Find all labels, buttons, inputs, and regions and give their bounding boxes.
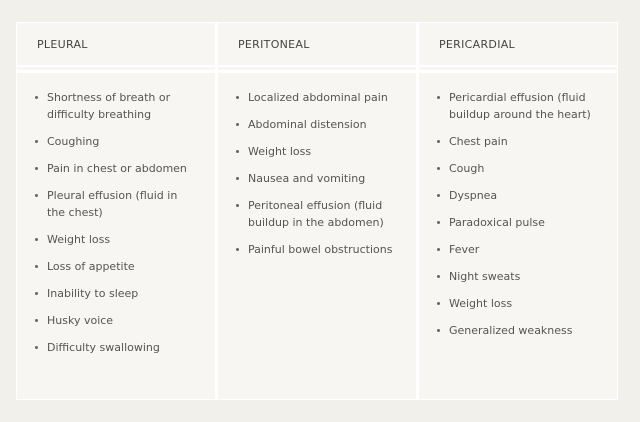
list-item: Inability to sleep bbox=[47, 285, 197, 302]
list-item: Abdominal distension bbox=[248, 116, 398, 133]
list-item: Peritoneal effusion (fluid buildup in the abdomen) bbox=[248, 197, 398, 231]
column-pericardial bbox=[416, 23, 617, 399]
list-item: Dyspnea bbox=[449, 187, 599, 204]
list-item: Weight loss bbox=[47, 231, 197, 248]
list-item: Chest pain bbox=[449, 133, 599, 150]
column-header-peritoneal: PERITONEAL bbox=[218, 23, 416, 67]
list-item: Weight loss bbox=[449, 295, 599, 312]
symptoms-table bbox=[16, 22, 618, 400]
list-item: Pleural effusion (fluid in the chest) bbox=[47, 187, 197, 221]
column-peritoneal bbox=[215, 23, 416, 399]
list-item: Difficulty swallowing bbox=[47, 339, 197, 356]
list-item: Fever bbox=[449, 241, 599, 258]
list-item: Weight loss bbox=[248, 143, 398, 160]
column-header-pericardial: PERICARDIAL bbox=[419, 23, 617, 67]
list-item: Paradoxical pulse bbox=[449, 214, 599, 231]
list-item: Loss of appetite bbox=[47, 258, 197, 275]
list-item: Husky voice bbox=[47, 312, 197, 329]
list-item: Painful bowel obstructions bbox=[248, 241, 398, 258]
list-item: Pain in chest or abdomen bbox=[47, 160, 197, 177]
list-item: Nausea and vomiting bbox=[248, 170, 398, 187]
peritoneal-symptom-list bbox=[218, 73, 416, 258]
column-pleural bbox=[17, 23, 215, 399]
column-header-pleural: PLEURAL bbox=[17, 23, 215, 67]
list-item: Coughing bbox=[47, 133, 197, 150]
list-item: Shortness of breath or difficulty breathing bbox=[47, 89, 197, 123]
list-item: Pericardial effusion (fluid buildup around the heart) bbox=[449, 89, 599, 123]
list-item: Cough bbox=[449, 160, 599, 177]
list-item: Night sweats bbox=[449, 268, 599, 285]
pericardial-symptom-list bbox=[419, 73, 617, 339]
pleural-symptom-list bbox=[17, 73, 215, 356]
list-item: Generalized weakness bbox=[449, 322, 599, 339]
list-item: Localized abdominal pain bbox=[248, 89, 398, 106]
